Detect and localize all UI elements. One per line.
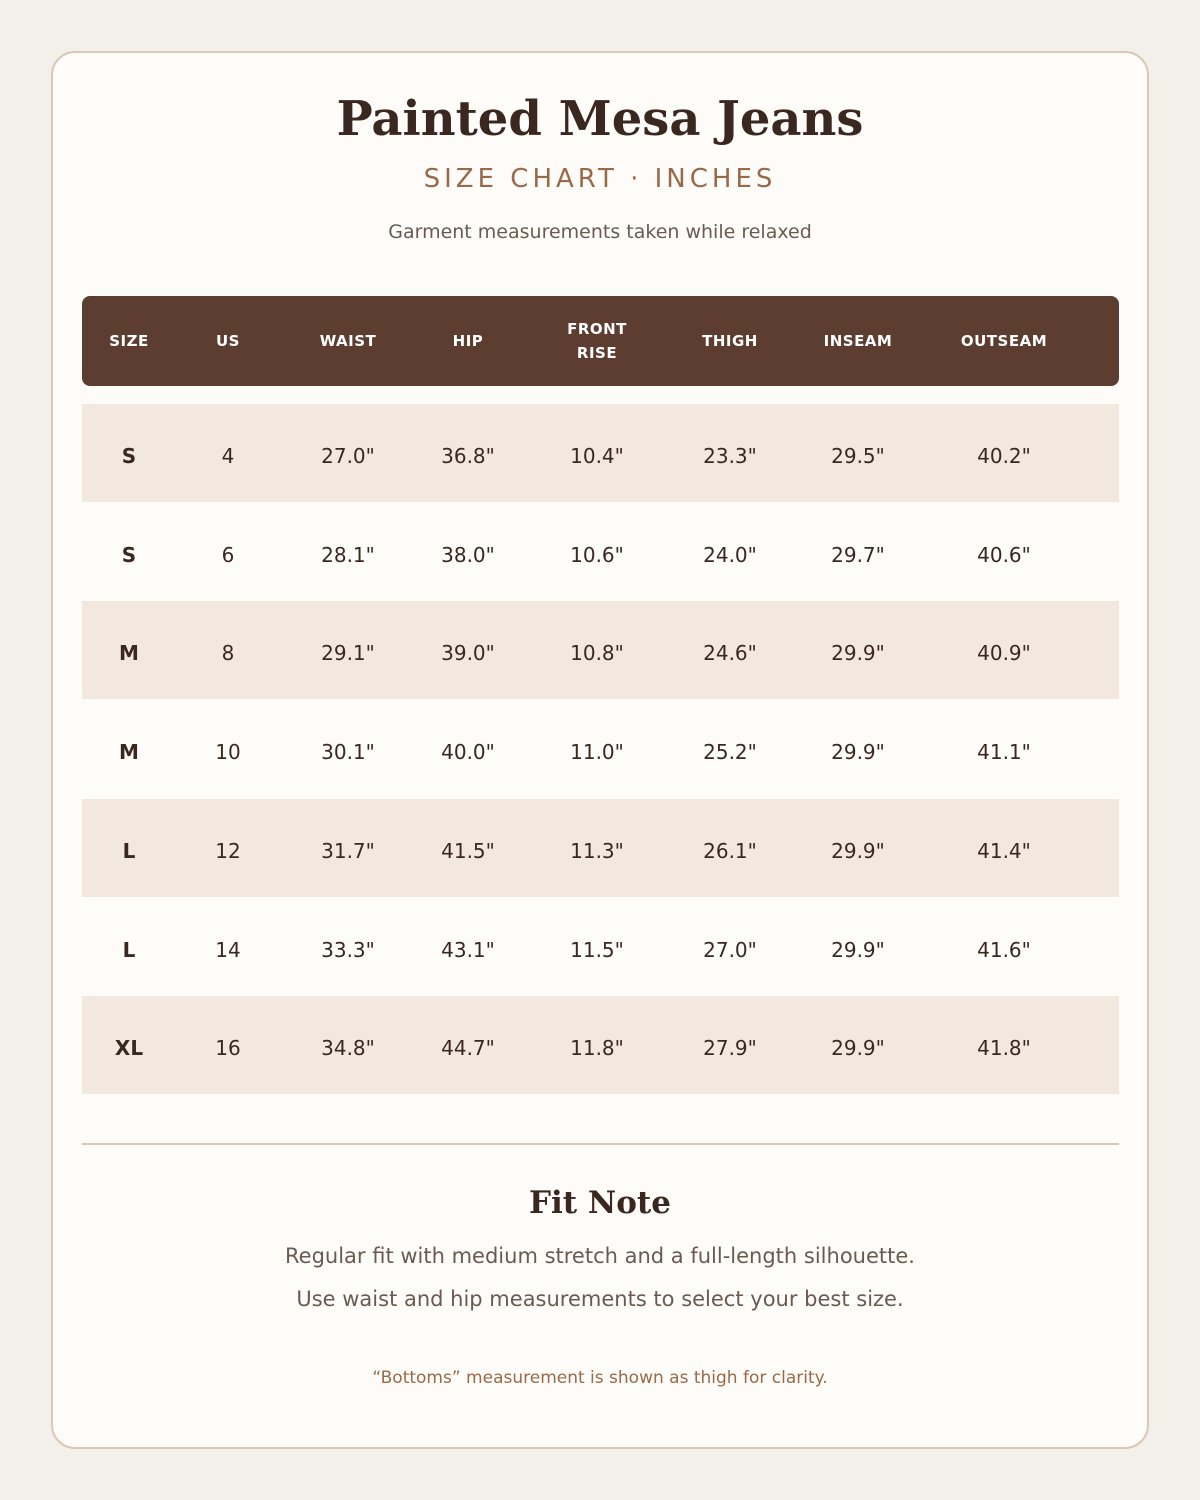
- cell-outseam: 40.9": [977, 641, 1031, 665]
- column-header-size: SIZE: [109, 332, 149, 350]
- table-row: [82, 799, 1119, 897]
- cell-front-rise: 11.3": [570, 839, 624, 863]
- cell-size: S: [121, 444, 137, 468]
- cell-us: 12: [215, 839, 241, 863]
- fit-note-line-1: Regular fit with medium stretch and a full-length silhouette.: [285, 1244, 915, 1268]
- cell-hip: 41.5": [441, 839, 495, 863]
- cell-thigh: 27.9": [703, 1036, 757, 1060]
- cell-outseam: 40.2": [977, 444, 1031, 468]
- cell-us: 14: [215, 938, 241, 962]
- cell-outseam: 41.6": [977, 938, 1031, 962]
- table-row: [82, 996, 1119, 1094]
- table-row: [82, 601, 1119, 699]
- cell-size: L: [122, 839, 136, 863]
- cell-thigh: 26.1": [703, 839, 757, 863]
- cell-inseam: 29.9": [831, 1036, 885, 1060]
- cell-waist: 31.7": [321, 839, 375, 863]
- cell-size: S: [121, 543, 137, 567]
- column-header-outseam: OUTSEAM: [960, 332, 1048, 350]
- column-header-us: US: [216, 332, 240, 350]
- cell-thigh: 23.3": [703, 444, 757, 468]
- table-row: [82, 503, 1119, 601]
- cell-thigh: 25.2": [703, 740, 757, 764]
- column-header-thigh: THIGH: [702, 332, 758, 350]
- table-row: [82, 898, 1119, 996]
- cell-outseam: 41.8": [977, 1036, 1031, 1060]
- cell-hip: 38.0": [441, 543, 495, 567]
- cell-size: M: [119, 641, 139, 665]
- cell-thigh: 24.6": [703, 641, 757, 665]
- column-header-front-rise: FRONT RISE: [567, 320, 627, 362]
- cell-us: 8: [221, 641, 235, 665]
- cell-thigh: 24.0": [703, 543, 757, 567]
- measurement-caption: Garment measurements taken while relaxed: [388, 221, 812, 243]
- cell-hip: 36.8": [441, 444, 495, 468]
- column-header-inseam: INSEAM: [823, 332, 893, 350]
- cell-inseam: 29.7": [831, 543, 885, 567]
- page-subtitle: SIZE CHART · INCHES: [423, 164, 777, 194]
- cell-us: 10: [215, 740, 241, 764]
- cell-us: 4: [221, 444, 235, 468]
- cell-inseam: 29.5": [831, 444, 885, 468]
- cell-size: M: [119, 740, 139, 764]
- table-header: [82, 296, 1119, 386]
- size-chart-card: [51, 51, 1149, 1449]
- table-row: [82, 700, 1119, 798]
- cell-outseam: 41.1": [977, 740, 1031, 764]
- cell-front-rise: 11.5": [570, 938, 624, 962]
- footnote: “Bottoms” measurement is shown as thigh for clarity.: [372, 1368, 828, 1388]
- cell-front-rise: 11.0": [570, 740, 624, 764]
- cell-waist: 29.1": [321, 641, 375, 665]
- cell-front-rise: 10.4": [570, 444, 624, 468]
- cell-inseam: 29.9": [831, 938, 885, 962]
- fit-note-title: Fit Note: [529, 1185, 671, 1221]
- cell-thigh: 27.0": [703, 938, 757, 962]
- cell-hip: 40.0": [441, 740, 495, 764]
- cell-hip: 44.7": [441, 1036, 495, 1060]
- table-row: [82, 404, 1119, 502]
- column-header-hip: HIP: [452, 332, 484, 350]
- cell-us: 6: [221, 543, 235, 567]
- column-header-waist: WAIST: [319, 332, 377, 350]
- cell-size: XL: [114, 1036, 144, 1060]
- cell-waist: 33.3": [321, 938, 375, 962]
- cell-inseam: 29.9": [831, 740, 885, 764]
- cell-waist: 27.0": [321, 444, 375, 468]
- cell-hip: 43.1": [441, 938, 495, 962]
- fit-note-line-2: Use waist and hip measurements to select your best size.: [296, 1287, 904, 1311]
- cell-waist: 34.8": [321, 1036, 375, 1060]
- cell-waist: 30.1": [321, 740, 375, 764]
- section-divider: [82, 1143, 1119, 1145]
- page-title: Painted Mesa Jeans: [336, 91, 864, 147]
- cell-inseam: 29.9": [831, 839, 885, 863]
- cell-front-rise: 10.8": [570, 641, 624, 665]
- cell-us: 16: [215, 1036, 241, 1060]
- cell-size: L: [122, 938, 136, 962]
- cell-inseam: 29.9": [831, 641, 885, 665]
- cell-front-rise: 10.6": [570, 543, 624, 567]
- cell-outseam: 40.6": [977, 543, 1031, 567]
- cell-outseam: 41.4": [977, 839, 1031, 863]
- cell-hip: 39.0": [441, 641, 495, 665]
- cell-waist: 28.1": [321, 543, 375, 567]
- cell-front-rise: 11.8": [570, 1036, 624, 1060]
